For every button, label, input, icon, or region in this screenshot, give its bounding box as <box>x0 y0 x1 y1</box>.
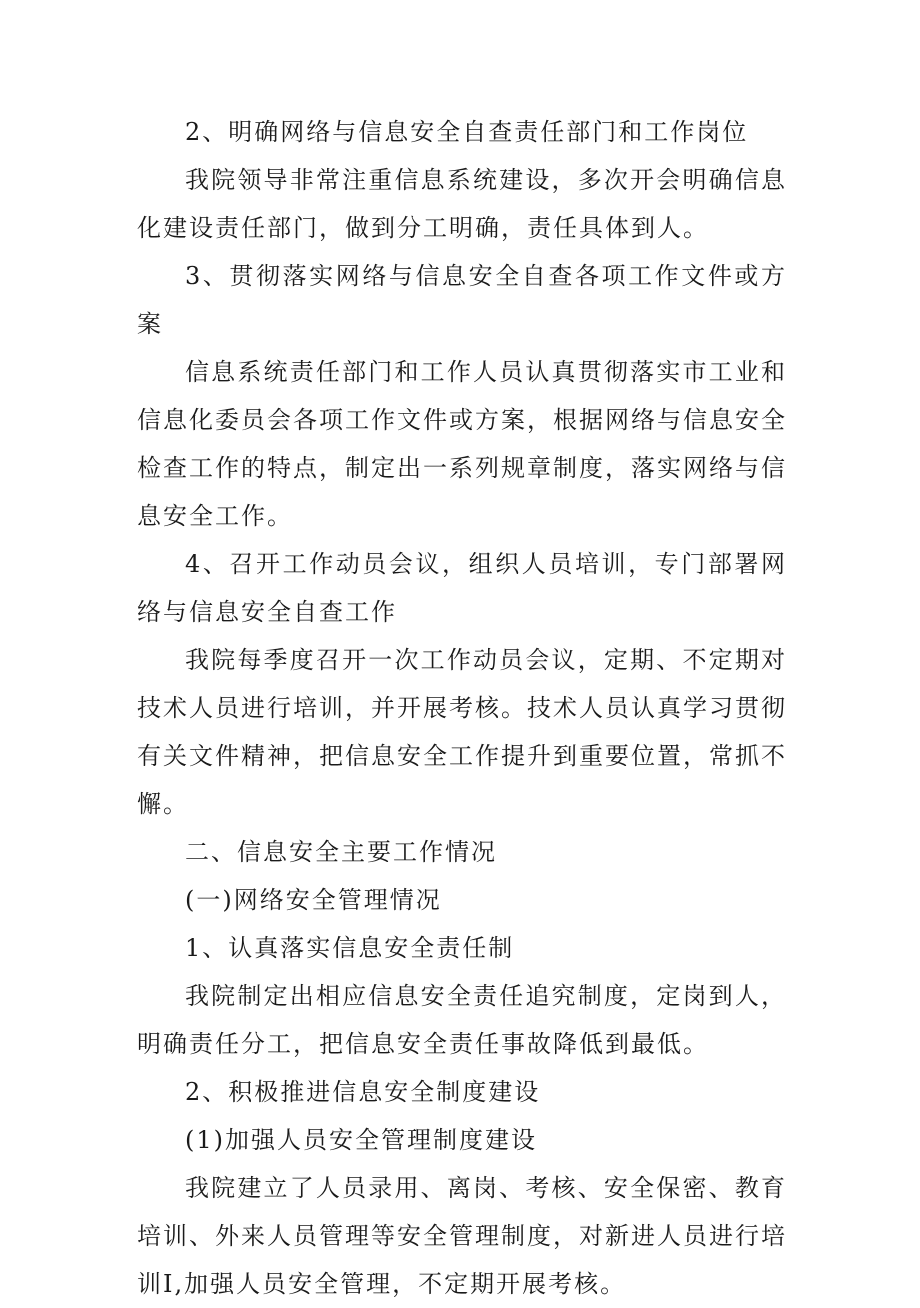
paragraph-implementation: 信息系统责任部门和工作人员认真贯彻落实市工业和信息化委员会各项工作文件或方案，根据网络与信息安全检查工作的特点，制定出一系列规章制度，落实网络与信息安全工作。 <box>137 358 787 530</box>
paragraph-training: 我院每季度召开一次工作动员会议，定期、不定期对技术人员进行培训，并开展考核。技术人员认真学习贯彻有关文件精神，把信息安全工作提升到重要位置，常抓不懈。 <box>137 646 787 818</box>
section-heading-main-work: 二、信息安全主要工作情况 <box>185 838 497 866</box>
heading-3-implement-documents: 3、贯彻落实网络与信息安全自查各项工作文件或方案 <box>137 262 787 338</box>
heading-1-personnel-management: (1)加强人员安全管理制度建设 <box>185 1126 537 1154</box>
paragraph-personnel-policies: 我院建立了人员录用、离岗、考核、安全保密、教育培训、外来人员管理等安全管理制度，对新进人员进行培训I,加强人员安全管理，不定期开展考核。 <box>137 1174 787 1298</box>
paragraph-accountability: 我院制定出相应信息安全责任追究制度，定岗到人，明确责任分工，把信息安全责任事故降低到最低。 <box>137 982 787 1058</box>
heading-4-mobilization-meeting: 4、召开工作动员会议，组织人员培训，专门部署网络与信息安全自查工作 <box>137 550 787 626</box>
heading-2-system-construction: 2、积极推进信息安全制度建设 <box>185 1078 541 1106</box>
document-body <box>137 108 787 1308</box>
heading-1-responsibility-system: 1、认真落实信息安全责任制 <box>185 934 515 962</box>
subsection-heading-network-security: (一)网络安全管理情况 <box>185 886 442 914</box>
heading-2-responsibility-departments: 2、明确网络与信息安全自查责任部门和工作岗位 <box>185 118 749 146</box>
paragraph-leadership: 我院领导非常注重信息系统建设，多次开会明确信息化建设责任部门，做到分工明确，责任具体到人。 <box>137 166 787 242</box>
